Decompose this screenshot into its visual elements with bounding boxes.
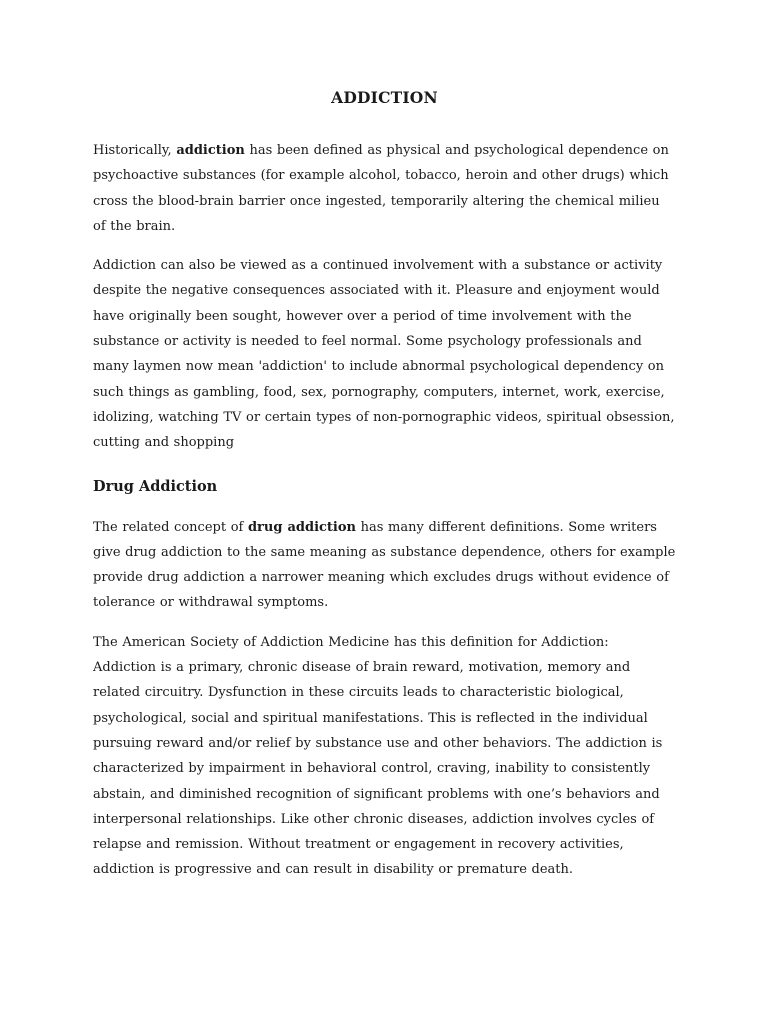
paragraph-text: The related concept of — [93, 519, 248, 535]
paragraph-text: Historically, — [93, 143, 177, 158]
document-title: ADDICTION — [331, 88, 438, 107]
paragraph-text: has been defined as physical and psychological dependence on psychoactive substances (for example alcohol, tobacco, heroin and other drugs) which cross the blood-brain barrier once ingested, temporarily altering the chemical milieu of the brain. — [93, 143, 669, 234]
paragraph-historically — [93, 138, 676, 239]
paragraph-asam-definition: The American Society of Addiction Medicine has this definition for Addiction: Addiction is a primary, chronic disease of brain reward, motivation, memory and related circuitry. Dysfunction in these circuits leads to characteristic biological, psychological, social and spiritual manifestations. This is reflected in the individual pursuing reward and/or relief by substance use and other behaviors. The addiction is characterized by impairment in behavioral control, craving, inability to consistently abstain, and diminished recognition of significant problems with one’s behaviors and interpersonal relationships. Like other chronic diseases, addiction involves cycles of relapse and remission. Without treatment or engagement in recovery activities, addiction is progressive and can result in disability or premature death. — [93, 634, 663, 878]
section-heading-drug-addiction: Drug Addiction — [93, 477, 218, 495]
paragraph-related-concept — [93, 515, 676, 616]
paragraph-text: has many different definitions. Some writers give drug addiction to the same meaning as substance dependence, others for example provide drug addiction a narrower meaning which excludes drugs without evidence of tolerance or withdrawal symptoms. — [93, 519, 676, 611]
paragraph-continued-involvement: Addiction can also be viewed as a continued involvement with a substance or activity despite the negative consequences associated with it. Pleasure and enjoyment would have originally been sought, however over a period of time involvement with the substance or activity is needed to feel normal. Some psychology professionals and many laymen now mean 'addiction' to include abnormal psychological dependency on such things as gambling, food, sex, pornography, computers, internet, work, exercise, idolizing, watching TV or certain types of non-pornographic videos, spiritual obsession, cutting and shopping — [93, 258, 675, 451]
bold-term-drug-addiction: drug addiction — [247, 519, 356, 535]
bold-term-addiction: addiction — [176, 143, 245, 158]
